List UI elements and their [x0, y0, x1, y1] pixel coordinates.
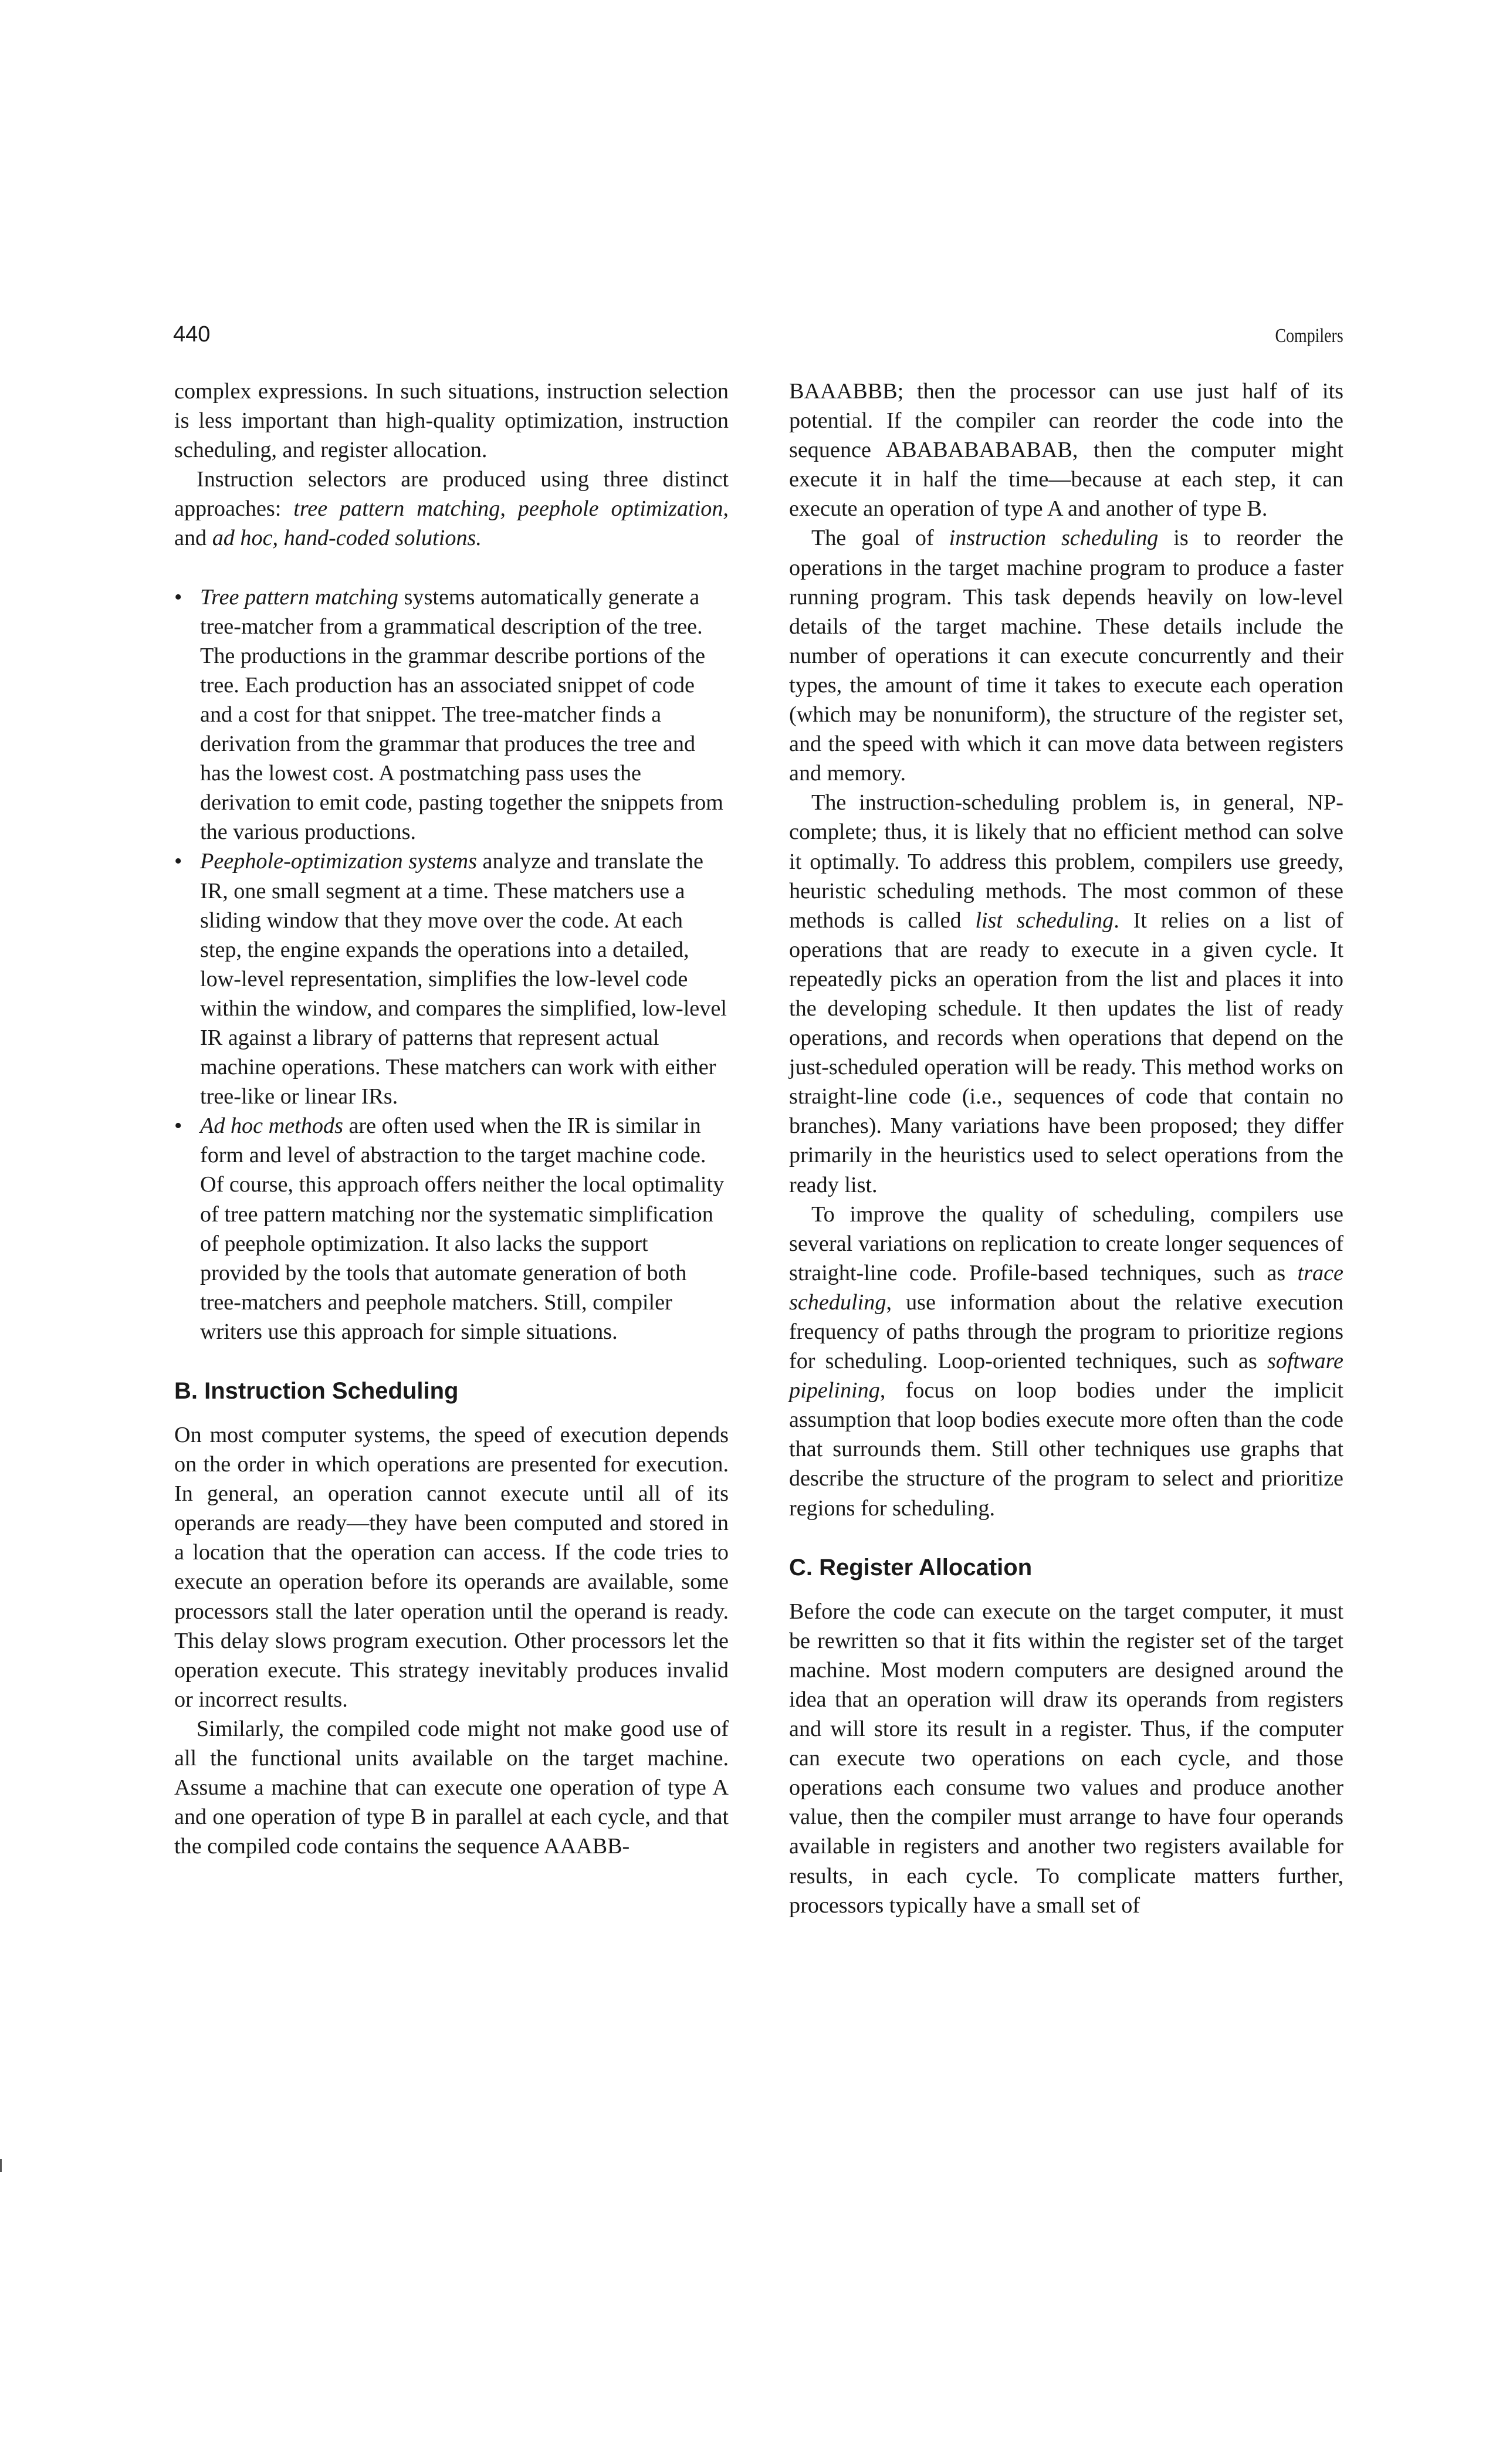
paragraph: BAAABBB; then the processor can use just half of its potential. If the compiler can reorder the code into the sequence ABABABABABAB, then the computer might execute it in half the time—because at each step, it can execute an operation of type A and another of type B. [789, 379, 1343, 522]
paragraph-approaches: Instruction selectors are produced using three distinct approaches: tree pattern matching, peephole optimization, and ad hoc, hand-coded solutions. [174, 467, 729, 551]
section-heading-instruction-scheduling: B. Instruction Scheduling [174, 1378, 459, 1404]
paragraph: Before the code can execute on the target computer, it must be rewritten so that it fits within the register set of the target machine. Most modern computers are designed around the idea that an operation will draw its operands from registers and will store its result in a register. Thus, if the computer can execute two operations on each cycle, and those operations each consume two values and produce another value, then the compiler must arrange to have four operands available in registers and another two registers available for results, in each cycle. To complicate matters further, processors typically have a small set of [789, 1599, 1343, 1918]
bullet-icon: • [174, 584, 182, 610]
page-number: 440 [173, 322, 211, 347]
list-item: • Tree pattern matching systems automatically generate a tree-matcher from a grammatical description of the tree. The productions in the grammar describe portions of the tree. Each production has an associated snippet of code and a cost for that snippet. The tree-matcher finds a derivation from the grammar that produces the tree and has the lowest cost. A postmatching pass uses the derivation to emit code, pasting together the snippets from the various productions. [174, 583, 729, 847]
paragraph: The instruction-scheduling problem is, in general, NP-complete; thus, it is likely that no efficient method can solve it optimally. To address this problem, compilers use greedy, heuristic scheduling methods. The most common of these methods is called list scheduling. It relies on a list of operations that are ready to execute in a given cycle. It repeatedly picks an operation from the list and places it into the developing schedule. It then updates the list of ready operations, and records when operations that depend on the just-scheduled operation will be ready. This method works on straight-line code (i.e., sequences of code that contain no branches). Many variations have been proposed; they differ primarily in the heuristics used to select operations from the ready list. [789, 790, 1343, 1197]
paragraph: To improve the quality of scheduling, compilers use several variations on replication to create longer sequences of straight-line code. Profile-based techniques, such as trace scheduling, use information about the relative execution frequency of paths through the program to prioritize regions for scheduling. Loop-oriented techniques, such as software pipelining, focus on loop bodies under the implicit assumption that loop bodies execute more often than the code that surrounds them. Still other techniques use graphs that describe the structure of the program to select and prioritize regions for scheduling. [789, 1201, 1343, 1521]
list-item: • Peephole-optimization systems analyze and translate the IR, one small segment at a time. These matchers use a sliding window that they move over the code. At each step, the engine expands the operations into a detailed, low-level representation, simplifies the low-level code within the window, and compares the simplified, low-level IR against a library of patterns that represent actual machine operations. These matchers can work with either tree-like or linear IRs. [174, 847, 729, 1111]
running-head: Compilers [1275, 325, 1343, 347]
left-column [174, 377, 729, 1861]
approach-list [174, 583, 729, 1346]
paragraph: Similarly, the compiled code might not make good use of all the functional units available on the target machine. Assume a machine that can execute one operation of type A and one operation of type B in parallel at each cycle, and that the compiled code contains the sequence AAABB- [174, 1716, 729, 1859]
scan-mark [0, 2159, 2, 2172]
paragraph: On most computer systems, the speed of execution depends on the order in which operations are presented for execution. In general, an operation cannot execute until all of its operands are ready—they have been computed and stored in a location that the operation can access. If the code tries to execute an operation before its operands are available, some processors stall the later operation until the operand is ready. This delay slows program execution. Other processors let the operation execute. This strategy inevitably produces invalid or incorrect results. [174, 1423, 729, 1712]
section-heading-register-allocation: C. Register Allocation [789, 1554, 1033, 1580]
right-column [789, 377, 1343, 1920]
paragraph: The goal of instruction scheduling is to reorder the operations in the target machine program to produce a faster running program. This task depends heavily on low-level details of the target machine. These details include the number of operations it can execute concurrently and their types, the amount of time it takes to execute each operation (which may be nonuniform), the structure of the register set, and the speed with which it can move data between registers and memory. [789, 526, 1343, 786]
bullet-icon: • [174, 849, 182, 874]
list-item: • Ad hoc methods are often used when the IR is similar in form and level of abstraction to the target machine code. Of course, this approach offers neither the local optimality of tree pattern matching nor the systematic simplification of peephole optimization. It also lacks the support provided by the tools that automate generation of both tree-matchers and peephole matchers. Still, compiler writers use this approach for simple situations. [174, 1111, 729, 1346]
paragraph: complex expressions. In such situations, instruction selection is less important than high-quality optimization, instruction scheduling, and register allocation. [174, 379, 729, 463]
bullet-icon: • [174, 1113, 182, 1139]
